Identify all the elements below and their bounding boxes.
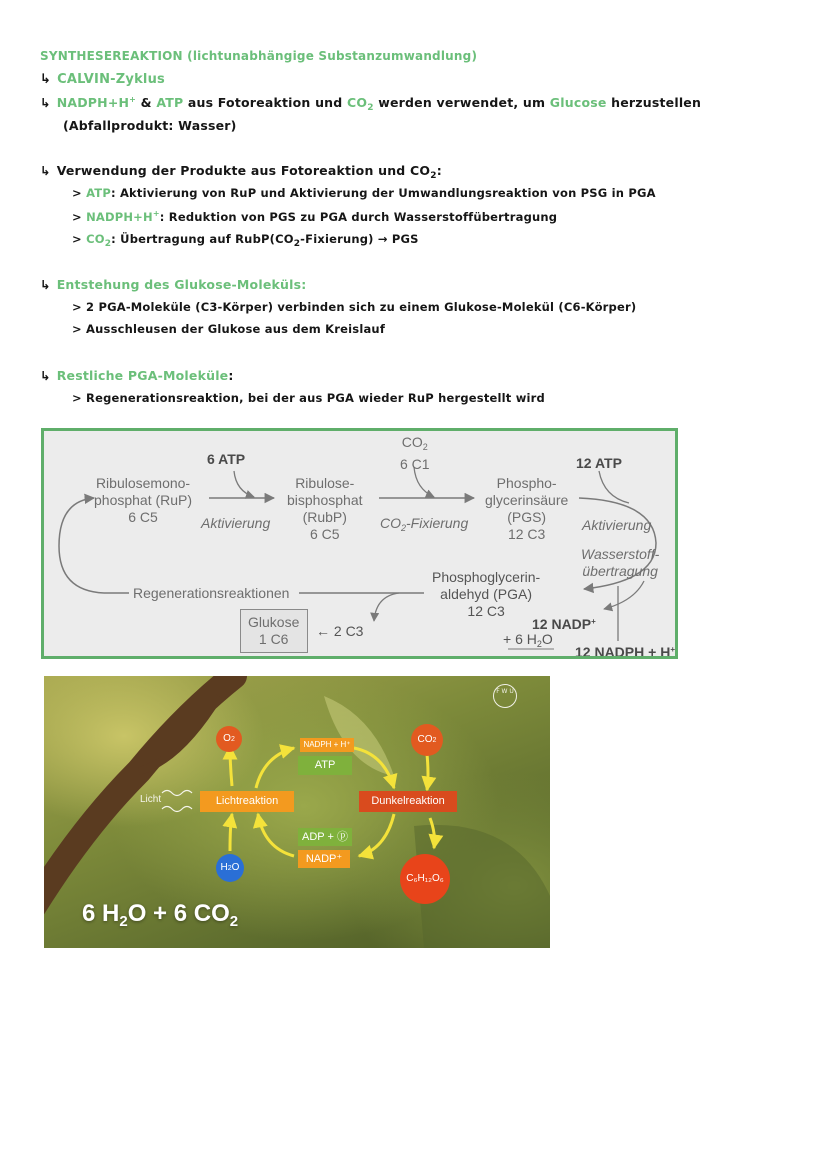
licht-wave-2	[162, 807, 192, 812]
arrow-co2	[427, 754, 428, 790]
nadp-label: 12 NADP+	[532, 616, 596, 632]
use-bullet-atp: > ATP: Aktivierung von RuP und Aktivierung der Umwandlungsreaktion von PSG in PGA	[72, 186, 656, 200]
dunkelreaktion-box: Dunkelreaktion	[359, 791, 457, 812]
hook-arrow: ↳	[40, 72, 52, 87]
nadph-box: NADPH + H⁺	[300, 738, 354, 752]
arrow-atp-in	[234, 471, 254, 497]
arrow-atp12-in	[599, 471, 629, 503]
h2o-label: + 6 $H_2O$	[503, 631, 553, 649]
use-title: ↳ Verwendung der Produkte aus Fotoreaktion und $CO_2$:	[40, 163, 442, 181]
cycle-arrow-top-left	[256, 748, 294, 788]
aktivierung-2: Aktivierung	[582, 517, 652, 533]
wasserstoff-label: Wasserstoff- übertragung	[581, 546, 660, 579]
o2-circle: O2	[216, 726, 242, 752]
h2o-circle: H2O	[216, 854, 244, 882]
use-bullet-nadph: > NADPH+H+: Reduktion von PGS zu PGA durch Wasserstoffübertragung	[72, 209, 558, 224]
glucose-circle: C₆H₁₂O₆	[400, 854, 450, 904]
c3-label: ← 2 C3	[316, 623, 364, 639]
pgs-label: Phospho- glycerinsäure (PGS) 12 C3	[485, 475, 569, 542]
atp-box: ATP	[298, 756, 352, 775]
adp-box: ADP + ⓟ	[298, 828, 352, 846]
calvin-cycle-diagram	[41, 428, 678, 659]
pga-label: Phosphoglycerin- aldehyd (PGA) 12 C3	[432, 569, 541, 619]
glukose-title: ↳ Entstehung des Glukose-Moleküls:	[40, 277, 307, 292]
co2-circle: CO2	[411, 724, 443, 756]
equation-label: 6 $H_2O + 6$ $CO_2$	[82, 900, 239, 930]
arrow-pga-c3	[374, 593, 399, 621]
waste-line: (Abfallprodukt: Wasser)	[63, 118, 237, 133]
heading: SYNTHESEREAKTION (lichtunabhängige Substanzumwandlung)	[40, 49, 478, 63]
cycle-arrow-bottom-right	[359, 814, 394, 856]
rup-label: Ribulosemono- phosphat (RuP) 6 C5	[94, 475, 193, 525]
calvin-line	[40, 72, 165, 87]
rest-bullet: > Regenerationsreaktion, bei der aus PGA wieder RuP hergestellt wird	[72, 391, 545, 405]
glukose-label: Glukose 1 C6	[248, 614, 300, 647]
use-bullet-co2: > $CO_2$: Übertragung auf $RubP(CO_2-Fixierung)$ → PGS	[72, 232, 419, 249]
atp12-label: 12 ATP	[576, 455, 622, 471]
photosynthesis-panel	[44, 676, 550, 948]
arrow-h2o	[230, 814, 232, 851]
intro-line: ↳ NADPH+H+ & ATP aus Fotoreaktion und $CO_2$ werden verwendet, um Glucose herzustellen	[40, 95, 702, 113]
nadp-box: NADP⁺	[298, 850, 350, 868]
co2-label: $CO_2$ 6 C1	[400, 434, 430, 472]
rest-title: ↳ Restliche PGA-Moleküle:	[40, 368, 234, 383]
nadph-label: 12 NADPH + H+	[575, 644, 675, 659]
licht-wave-1	[162, 791, 192, 796]
glukose-bullet-1: > 2 PGA-Moleküle (C3-Körper) verbinden sich zu einem Glukose-Molekül (C6-Körper)	[72, 300, 637, 314]
co2-fixierung: $CO_2$-Fixierung	[380, 515, 469, 533]
licht-label: Licht	[140, 794, 162, 805]
glukose-bullet-2: > Ausschleusen der Glukose aus dem Kreislauf	[72, 322, 386, 336]
lichtreaktion-box: Lichtreaktion	[200, 791, 294, 812]
brand-logo: F W U	[493, 684, 517, 708]
arrow-o2	[230, 746, 232, 786]
cycle-arrow-bottom-left	[258, 814, 294, 856]
regeneration-label: Regenerationsreaktionen	[133, 585, 290, 601]
atp6-label: 6 ATP	[207, 451, 246, 467]
calvin-title: CALVIN-Zyklus	[57, 72, 165, 87]
rubp-label: Ribulose- bisphosphat (RubP) 6 C5	[287, 475, 363, 542]
aktivierung-1: Aktivierung	[201, 515, 271, 531]
